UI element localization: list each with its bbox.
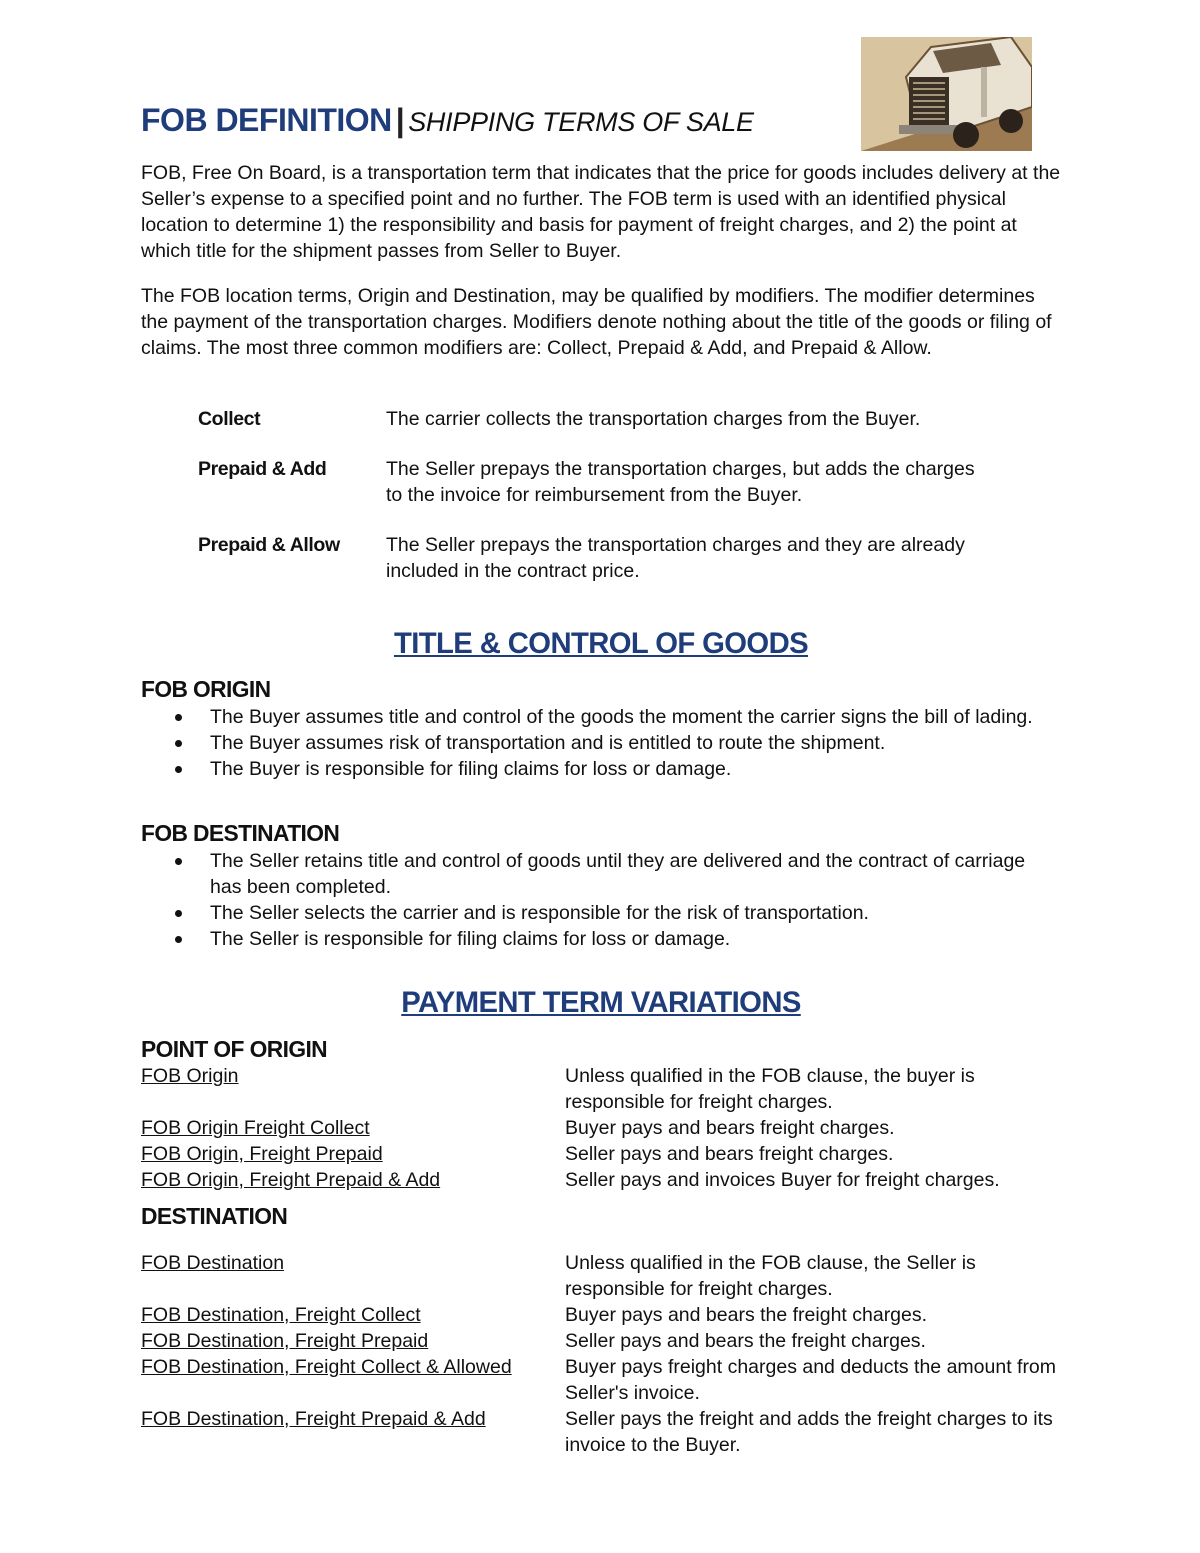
fob-destination-block <box>141 820 1061 952</box>
list-item: The Buyer assumes title and control of the goods the moment the carrier signs the bill of lading. <box>210 704 1061 730</box>
intro-paragraph-2: The FOB location terms, Origin and Destination, may be qualified by modifiers. The modifier determines the payment of the transportation charges. Modifiers denote nothing about the title of the goods or filing of claims. The most three common modifiers are: Collect, Prepaid & Add, and Prepaid & Allow. <box>141 285 1052 359</box>
truck-icon <box>861 37 1032 151</box>
term-desc: Unless qualified in the FOB clause, the buyer is responsible for freight charges. <box>565 1065 975 1113</box>
term-name: FOB Destination <box>141 1252 285 1274</box>
fob-origin-heading: FOB ORIGIN <box>141 676 271 702</box>
modifier-row <box>198 532 1018 584</box>
fob-origin-list <box>141 704 1061 782</box>
term-desc: Buyer pays freight charges and deducts the amount from Seller's invoice. <box>565 1356 1057 1404</box>
title-subtitle: SHIPPING TERMS OF SALE <box>408 107 754 137</box>
term-name: FOB Destination, Freight Collect & Allowed <box>141 1356 512 1378</box>
destination-heading: DESTINATION <box>141 1203 288 1229</box>
modifier-row <box>198 456 1018 508</box>
term-row <box>141 1063 1081 1115</box>
term-name: FOB Origin <box>141 1065 239 1087</box>
fob-origin-block <box>141 676 1061 782</box>
modifier-desc: The Seller prepays the transportation charges and they are already included in the contract price. <box>386 534 965 582</box>
term-row <box>141 1328 1081 1354</box>
term-name: FOB Destination, Freight Prepaid <box>141 1330 429 1352</box>
modifier-row <box>198 406 1018 432</box>
term-desc: Buyer pays and bears the freight charges. <box>565 1304 928 1326</box>
term-desc: Unless qualified in the FOB clause, the Seller is responsible for freight charges. <box>565 1252 976 1300</box>
list-item: The Seller selects the carrier and is responsible for the risk of transportation. <box>210 900 1061 926</box>
term-name: FOB Origin Freight Collect <box>141 1117 370 1139</box>
term-desc: Seller pays and invoices Buyer for freight charges. <box>565 1169 1000 1191</box>
term-desc: Buyer pays and bears freight charges. <box>565 1117 895 1139</box>
fob-destination-heading: FOB DESTINATION <box>141 820 340 846</box>
term-desc: Seller pays and bears the freight charges. <box>565 1330 926 1352</box>
list-item: The Seller retains title and control of goods until they are delivered and the contract of carriage has been completed. <box>210 848 1061 900</box>
list-item: The Buyer assumes risk of transportation and is entitled to route the shipment. <box>210 730 1061 756</box>
page-title <box>141 100 754 142</box>
term-row <box>141 1115 1081 1141</box>
section-heading-payment-terms: PAYMENT TERM VARIATIONS <box>401 987 801 1019</box>
term-row <box>141 1354 1081 1406</box>
modifier-term: Prepaid & Add <box>198 458 327 480</box>
fob-destination-list <box>141 848 1061 952</box>
truck-photo <box>861 37 1032 151</box>
destination-terms <box>141 1203 1081 1458</box>
modifier-desc: The carrier collects the transportation charges from the Buyer. <box>386 408 921 430</box>
point-of-origin-heading: POINT OF ORIGIN <box>141 1036 328 1062</box>
modifier-term: Collect <box>198 408 261 430</box>
modifiers-list <box>198 406 1018 608</box>
term-row <box>141 1302 1081 1328</box>
list-item: The Seller is responsible for filing claims for loss or damage. <box>210 926 1061 952</box>
section-heading-title-control: TITLE & CONTROL OF GOODS <box>393 628 809 660</box>
term-name: FOB Destination, Freight Prepaid & Add <box>141 1408 486 1430</box>
point-of-origin-terms <box>141 1036 1081 1193</box>
term-name: FOB Destination, Freight Collect <box>141 1304 421 1326</box>
list-item: The Buyer is responsible for filing claims for loss or damage. <box>210 756 1061 782</box>
modifier-term: Prepaid & Allow <box>198 534 340 556</box>
term-name: FOB Origin, Freight Prepaid <box>141 1143 383 1165</box>
modifier-desc: The Seller prepays the transportation charges, but adds the charges to the invoice for reimbursement from the Buyer. <box>386 458 975 506</box>
term-row <box>141 1250 1081 1302</box>
term-name: FOB Origin, Freight Prepaid & Add <box>141 1169 441 1191</box>
term-desc: Seller pays the freight and adds the freight charges to its invoice to the Buyer. <box>565 1408 1053 1456</box>
term-desc: Seller pays and bears freight charges. <box>565 1143 894 1165</box>
term-row <box>141 1406 1081 1458</box>
term-row <box>141 1167 1081 1193</box>
term-row <box>141 1141 1081 1167</box>
intro-paragraph-1: FOB, Free On Board, is a transportation term that indicates that the price for goods includes delivery at the Seller’s expense to a specified point and no further. The FOB term is used with an identified physical location to determine 1) the responsibility and basis for payment of freight charges, and 2) the point at which title for the shipment passes from Seller to Buyer. <box>141 162 1061 262</box>
title-main: FOB DEFINITION <box>141 102 392 138</box>
title-separator: | <box>395 102 405 138</box>
